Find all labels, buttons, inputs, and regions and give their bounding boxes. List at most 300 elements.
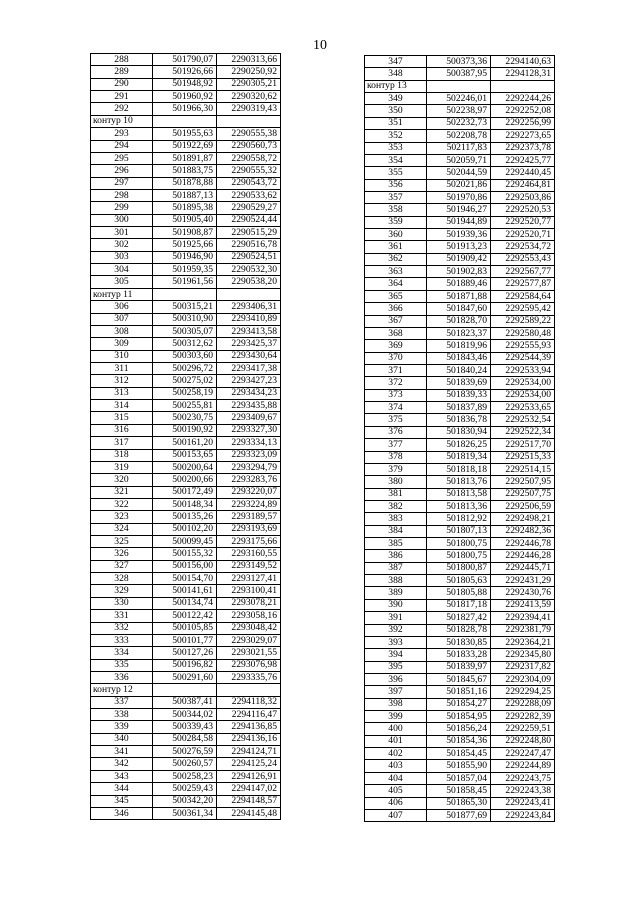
x-coordinate-cell: 502117,83 (427, 142, 491, 154)
y-coordinate-cell: 2294118,32 (217, 696, 281, 708)
point-number-cell: 312 (91, 375, 153, 387)
point-number-cell: 372 (365, 377, 427, 389)
x-coordinate-cell: 500101,77 (153, 634, 217, 646)
x-coordinate-cell: 501805,88 (427, 587, 491, 599)
x-coordinate-cell: 500312,62 (153, 338, 217, 350)
x-coordinate-cell: 500200,64 (153, 461, 217, 473)
table-row (91, 128, 281, 140)
y-coordinate-cell: 2292589,22 (491, 315, 555, 327)
table-row (365, 500, 555, 512)
x-coordinate-cell: 501823,37 (427, 327, 491, 339)
x-coordinate-cell: 500387,41 (153, 696, 217, 708)
table-row (91, 647, 281, 659)
x-coordinate-cell: 500342,20 (153, 795, 217, 807)
x-coordinate-cell: 501857,04 (427, 772, 491, 784)
table-row (91, 177, 281, 189)
table-row (365, 636, 555, 648)
y-coordinate-cell: 2292294,25 (491, 686, 555, 698)
y-coordinate-cell: 2292247,47 (491, 748, 555, 760)
x-coordinate-cell: 501833,28 (427, 649, 491, 661)
y-coordinate-cell: 2290305,21 (217, 78, 281, 90)
y-coordinate-cell: 2293029,07 (217, 634, 281, 646)
contour-header-row (91, 684, 281, 696)
y-coordinate-cell: 2294148,57 (217, 795, 281, 807)
x-coordinate-cell: 501818,18 (427, 463, 491, 475)
table-row (91, 511, 281, 523)
table-row (91, 313, 281, 325)
table-row (91, 659, 281, 671)
y-coordinate-cell: 2293220,07 (217, 486, 281, 498)
table-row (91, 597, 281, 609)
x-coordinate-cell: 501812,92 (427, 513, 491, 525)
table-row (365, 562, 555, 574)
table-row (365, 649, 555, 661)
point-number-cell: 400 (365, 723, 427, 735)
table-row (365, 661, 555, 673)
table-row (365, 266, 555, 278)
point-number-cell: 344 (91, 783, 153, 795)
table-row (91, 325, 281, 337)
table-row (365, 809, 555, 821)
y-coordinate-cell: 2293149,52 (217, 560, 281, 572)
y-coordinate-cell: 2290532,30 (217, 264, 281, 276)
empty-cell (153, 684, 217, 696)
point-number-cell: 382 (365, 500, 427, 512)
point-number-cell: 363 (365, 266, 427, 278)
y-coordinate-cell: 2293427,23 (217, 375, 281, 387)
table-row (365, 229, 555, 241)
y-coordinate-cell: 2292244,26 (491, 93, 555, 105)
table-row (91, 54, 281, 66)
table-row (365, 735, 555, 747)
point-number-cell: 392 (365, 624, 427, 636)
table-row (365, 772, 555, 784)
y-coordinate-cell: 2293435,88 (217, 400, 281, 412)
point-number-cell: 367 (365, 315, 427, 327)
point-number-cell: 295 (91, 152, 153, 164)
point-number-cell: 406 (365, 797, 427, 809)
x-coordinate-cell: 501800,75 (427, 538, 491, 550)
table-row (91, 523, 281, 535)
point-number-cell: 373 (365, 389, 427, 401)
x-coordinate-cell: 501878,88 (153, 177, 217, 189)
x-coordinate-cell: 500172,49 (153, 486, 217, 498)
point-number-cell: 402 (365, 748, 427, 760)
page-number: 10 (313, 38, 327, 53)
x-coordinate-cell: 500134,74 (153, 597, 217, 609)
table-row (91, 301, 281, 313)
point-number-cell: 374 (365, 402, 427, 414)
x-coordinate-cell: 502021,86 (427, 179, 491, 191)
table-row (91, 412, 281, 424)
x-coordinate-cell: 501922,69 (153, 140, 217, 152)
table-row (365, 711, 555, 723)
y-coordinate-cell: 2292517,70 (491, 439, 555, 451)
x-coordinate-cell: 501858,45 (427, 785, 491, 797)
contour-label: контур 11 (91, 288, 153, 300)
y-coordinate-cell: 2290319,43 (217, 103, 281, 115)
point-number-cell: 335 (91, 659, 153, 671)
y-coordinate-cell: 2293323,09 (217, 449, 281, 461)
point-number-cell: 320 (91, 474, 153, 486)
x-coordinate-cell: 502246,01 (427, 93, 491, 105)
x-coordinate-cell: 501944,89 (427, 216, 491, 228)
point-number-cell: 359 (365, 216, 427, 228)
y-coordinate-cell: 2292544,39 (491, 352, 555, 364)
y-coordinate-cell: 2292304,09 (491, 673, 555, 685)
table-row (91, 746, 281, 758)
y-coordinate-cell: 2293076,98 (217, 659, 281, 671)
y-coordinate-cell: 2293160,55 (217, 548, 281, 560)
table-row (365, 698, 555, 710)
y-coordinate-cell: 2294147,02 (217, 783, 281, 795)
x-coordinate-cell: 501925,66 (153, 239, 217, 251)
point-number-cell: 307 (91, 313, 153, 325)
table-row (91, 264, 281, 276)
table-row (91, 362, 281, 374)
x-coordinate-cell: 501854,27 (427, 698, 491, 710)
point-number-cell: 399 (365, 711, 427, 723)
y-coordinate-cell: 2292464,81 (491, 179, 555, 191)
point-number-cell: 366 (365, 303, 427, 315)
point-number-cell: 300 (91, 214, 153, 226)
point-number-cell: 303 (91, 251, 153, 263)
point-number-cell: 387 (365, 562, 427, 574)
x-coordinate-cell: 501854,95 (427, 711, 491, 723)
y-coordinate-cell: 2290524,44 (217, 214, 281, 226)
table-row (91, 573, 281, 585)
table-row (365, 414, 555, 426)
point-number-cell: 403 (365, 760, 427, 772)
y-coordinate-cell: 2293434,23 (217, 387, 281, 399)
x-coordinate-cell: 501819,96 (427, 340, 491, 352)
table-row (91, 276, 281, 288)
x-coordinate-cell: 500154,70 (153, 573, 217, 585)
contour-label: контур 12 (91, 684, 153, 696)
point-number-cell: 293 (91, 128, 153, 140)
point-number-cell: 341 (91, 746, 153, 758)
y-coordinate-cell: 2292534,00 (491, 377, 555, 389)
table-row (365, 117, 555, 129)
table-row (365, 451, 555, 463)
table-row (91, 91, 281, 103)
table-row (91, 103, 281, 115)
point-number-cell: 348 (365, 68, 427, 80)
table-row (91, 610, 281, 622)
x-coordinate-cell: 500127,26 (153, 647, 217, 659)
point-number-cell: 288 (91, 54, 153, 66)
y-coordinate-cell: 2293127,41 (217, 573, 281, 585)
point-number-cell: 321 (91, 486, 153, 498)
y-coordinate-cell: 2292373,78 (491, 142, 555, 154)
y-coordinate-cell: 2293078,21 (217, 597, 281, 609)
point-number-cell: 289 (91, 66, 153, 78)
x-coordinate-cell: 500303,60 (153, 350, 217, 362)
table-row (91, 387, 281, 399)
y-coordinate-cell: 2292577,87 (491, 278, 555, 290)
point-number-cell: 389 (365, 587, 427, 599)
x-coordinate-cell: 500305,07 (153, 325, 217, 337)
coordinates-table-left (90, 53, 281, 820)
x-coordinate-cell: 500315,21 (153, 301, 217, 313)
point-number-cell: 333 (91, 634, 153, 646)
x-coordinate-cell: 501817,18 (427, 599, 491, 611)
table-row (365, 612, 555, 624)
table-row (365, 130, 555, 142)
table-row (91, 350, 281, 362)
y-coordinate-cell: 2292345,80 (491, 649, 555, 661)
x-coordinate-cell: 500190,92 (153, 424, 217, 436)
point-number-cell: 396 (365, 673, 427, 685)
y-coordinate-cell: 2293327,30 (217, 424, 281, 436)
table-row (91, 66, 281, 78)
y-coordinate-cell: 2294125,24 (217, 758, 281, 770)
x-coordinate-cell: 501837,89 (427, 402, 491, 414)
y-coordinate-cell: 2293283,76 (217, 474, 281, 486)
y-coordinate-cell: 2292446,78 (491, 538, 555, 550)
table-row (91, 671, 281, 683)
y-coordinate-cell: 2293058,16 (217, 610, 281, 622)
point-number-cell: 378 (365, 451, 427, 463)
point-number-cell: 370 (365, 352, 427, 364)
point-number-cell: 347 (365, 56, 427, 68)
x-coordinate-cell: 500230,75 (153, 412, 217, 424)
table-row (365, 93, 555, 105)
y-coordinate-cell: 2292520,53 (491, 204, 555, 216)
point-number-cell: 290 (91, 78, 153, 90)
x-coordinate-cell: 500122,42 (153, 610, 217, 622)
table-row (91, 227, 281, 239)
y-coordinate-cell: 2293334,13 (217, 437, 281, 449)
point-number-cell: 358 (365, 204, 427, 216)
table-row (365, 476, 555, 488)
point-number-cell: 329 (91, 585, 153, 597)
x-coordinate-cell: 501828,70 (427, 315, 491, 327)
point-number-cell: 353 (365, 142, 427, 154)
x-coordinate-cell: 501851,16 (427, 686, 491, 698)
point-number-cell: 345 (91, 795, 153, 807)
y-coordinate-cell: 2290516,78 (217, 239, 281, 251)
x-coordinate-cell: 501959,35 (153, 264, 217, 276)
x-coordinate-cell: 501909,42 (427, 253, 491, 265)
y-coordinate-cell: 2294116,47 (217, 709, 281, 721)
point-number-cell: 375 (365, 414, 427, 426)
y-coordinate-cell: 2290320,62 (217, 91, 281, 103)
point-number-cell: 308 (91, 325, 153, 337)
point-number-cell: 398 (365, 698, 427, 710)
table-row (365, 56, 555, 68)
x-coordinate-cell: 501828,78 (427, 624, 491, 636)
y-coordinate-cell: 2292520,77 (491, 216, 555, 228)
point-number-cell: 355 (365, 167, 427, 179)
x-coordinate-cell: 501847,60 (427, 303, 491, 315)
y-coordinate-cell: 2290538,20 (217, 276, 281, 288)
table-row (365, 723, 555, 735)
y-coordinate-cell: 2292503,86 (491, 191, 555, 203)
x-coordinate-cell: 500387,95 (427, 68, 491, 80)
y-coordinate-cell: 2292259,51 (491, 723, 555, 735)
point-number-cell: 349 (365, 93, 427, 105)
table-row (91, 696, 281, 708)
y-coordinate-cell: 2292243,75 (491, 772, 555, 784)
point-number-cell: 334 (91, 647, 153, 659)
point-number-cell: 380 (365, 476, 427, 488)
y-coordinate-cell: 2292243,41 (491, 797, 555, 809)
point-number-cell: 325 (91, 536, 153, 548)
point-number-cell: 326 (91, 548, 153, 560)
x-coordinate-cell: 501961,56 (153, 276, 217, 288)
table-row (365, 686, 555, 698)
table-row (365, 513, 555, 525)
x-coordinate-cell: 502044,59 (427, 167, 491, 179)
x-coordinate-cell: 500135,26 (153, 511, 217, 523)
y-coordinate-cell: 2292520,71 (491, 229, 555, 241)
x-coordinate-cell: 501843,46 (427, 352, 491, 364)
y-coordinate-cell: 2293294,79 (217, 461, 281, 473)
point-number-cell: 350 (365, 105, 427, 117)
point-number-cell: 388 (365, 575, 427, 587)
table-row (365, 253, 555, 265)
y-coordinate-cell: 2292252,08 (491, 105, 555, 117)
y-coordinate-cell: 2293406,31 (217, 301, 281, 313)
table-row (91, 165, 281, 177)
table-row (91, 536, 281, 548)
point-number-cell: 401 (365, 735, 427, 747)
y-coordinate-cell: 2292430,76 (491, 587, 555, 599)
table-row (91, 770, 281, 782)
x-coordinate-cell: 500339,43 (153, 721, 217, 733)
point-number-cell: 337 (91, 696, 153, 708)
x-coordinate-cell: 501827,42 (427, 612, 491, 624)
table-row (365, 179, 555, 191)
point-number-cell: 393 (365, 636, 427, 648)
y-coordinate-cell: 2293335,76 (217, 671, 281, 683)
table-row (365, 290, 555, 302)
y-coordinate-cell: 2292532,54 (491, 414, 555, 426)
x-coordinate-cell: 501854,45 (427, 748, 491, 760)
y-coordinate-cell: 2292580,48 (491, 327, 555, 339)
x-coordinate-cell: 500156,00 (153, 560, 217, 572)
x-coordinate-cell: 500310,90 (153, 313, 217, 325)
y-coordinate-cell: 2293409,67 (217, 412, 281, 424)
x-coordinate-cell: 500275,02 (153, 375, 217, 387)
y-coordinate-cell: 2292534,00 (491, 389, 555, 401)
point-number-cell: 332 (91, 622, 153, 634)
x-coordinate-cell: 501889,46 (427, 278, 491, 290)
point-number-cell: 340 (91, 733, 153, 745)
x-coordinate-cell: 501895,38 (153, 202, 217, 214)
y-coordinate-cell: 2294140,63 (491, 56, 555, 68)
x-coordinate-cell: 501908,87 (153, 227, 217, 239)
point-number-cell: 364 (365, 278, 427, 290)
x-coordinate-cell: 500361,34 (153, 807, 217, 819)
point-number-cell: 394 (365, 649, 427, 661)
y-coordinate-cell: 2294136,85 (217, 721, 281, 733)
y-coordinate-cell: 2293430,64 (217, 350, 281, 362)
table-row (91, 78, 281, 90)
table-row (91, 449, 281, 461)
table-row (365, 748, 555, 760)
empty-cell (217, 288, 281, 300)
x-coordinate-cell: 501948,92 (153, 78, 217, 90)
table-row (365, 673, 555, 685)
x-coordinate-cell: 501891,87 (153, 152, 217, 164)
point-number-cell: 360 (365, 229, 427, 241)
table-row (365, 327, 555, 339)
y-coordinate-cell: 2290524,51 (217, 251, 281, 263)
x-coordinate-cell: 501926,66 (153, 66, 217, 78)
y-coordinate-cell: 2292273,65 (491, 130, 555, 142)
contour-header-row (91, 115, 281, 127)
y-coordinate-cell: 2293189,57 (217, 511, 281, 523)
x-coordinate-cell: 501913,23 (427, 241, 491, 253)
point-number-cell: 314 (91, 400, 153, 412)
y-coordinate-cell: 2292244,89 (491, 760, 555, 772)
point-number-cell: 315 (91, 412, 153, 424)
x-coordinate-cell: 500276,59 (153, 746, 217, 758)
y-coordinate-cell: 2292381,79 (491, 624, 555, 636)
y-coordinate-cell: 2293193,69 (217, 523, 281, 535)
point-number-cell: 328 (91, 573, 153, 585)
x-coordinate-cell: 501960,92 (153, 91, 217, 103)
y-coordinate-cell: 2290555,38 (217, 128, 281, 140)
point-number-cell: 297 (91, 177, 153, 189)
y-coordinate-cell: 2290529,27 (217, 202, 281, 214)
x-coordinate-cell: 501840,24 (427, 364, 491, 376)
y-coordinate-cell: 2292498,21 (491, 513, 555, 525)
x-coordinate-cell: 502232,73 (427, 117, 491, 129)
point-number-cell: 339 (91, 721, 153, 733)
y-coordinate-cell: 2292533,65 (491, 402, 555, 414)
x-coordinate-cell: 501813,58 (427, 488, 491, 500)
table-row (365, 105, 555, 117)
table-row (365, 352, 555, 364)
table-row (91, 214, 281, 226)
y-coordinate-cell: 2292522,34 (491, 426, 555, 438)
table-row (91, 721, 281, 733)
x-coordinate-cell: 500344,02 (153, 709, 217, 721)
point-number-cell: 352 (365, 130, 427, 142)
coordinates-table-right (364, 55, 555, 822)
x-coordinate-cell: 501883,75 (153, 165, 217, 177)
contour-label: контур 10 (91, 115, 153, 127)
point-number-cell: 298 (91, 189, 153, 201)
point-number-cell: 404 (365, 772, 427, 784)
point-number-cell: 362 (365, 253, 427, 265)
point-number-cell: 331 (91, 610, 153, 622)
point-number-cell: 376 (365, 426, 427, 438)
point-number-cell: 309 (91, 338, 153, 350)
empty-cell (153, 288, 217, 300)
table-row (365, 402, 555, 414)
x-coordinate-cell: 501790,07 (153, 54, 217, 66)
empty-cell (153, 115, 217, 127)
y-coordinate-cell: 2290313,66 (217, 54, 281, 66)
x-coordinate-cell: 502059,71 (427, 154, 491, 166)
point-number-cell: 336 (91, 671, 153, 683)
point-number-cell: 343 (91, 770, 153, 782)
y-coordinate-cell: 2292584,64 (491, 290, 555, 302)
y-coordinate-cell: 2290560,73 (217, 140, 281, 152)
x-coordinate-cell: 502208,78 (427, 130, 491, 142)
y-coordinate-cell: 2290515,29 (217, 227, 281, 239)
y-coordinate-cell: 2292514,15 (491, 463, 555, 475)
x-coordinate-cell: 500259,43 (153, 783, 217, 795)
table-row (365, 340, 555, 352)
x-coordinate-cell: 501839,69 (427, 377, 491, 389)
y-coordinate-cell: 2292553,43 (491, 253, 555, 265)
y-coordinate-cell: 2292425,77 (491, 154, 555, 166)
